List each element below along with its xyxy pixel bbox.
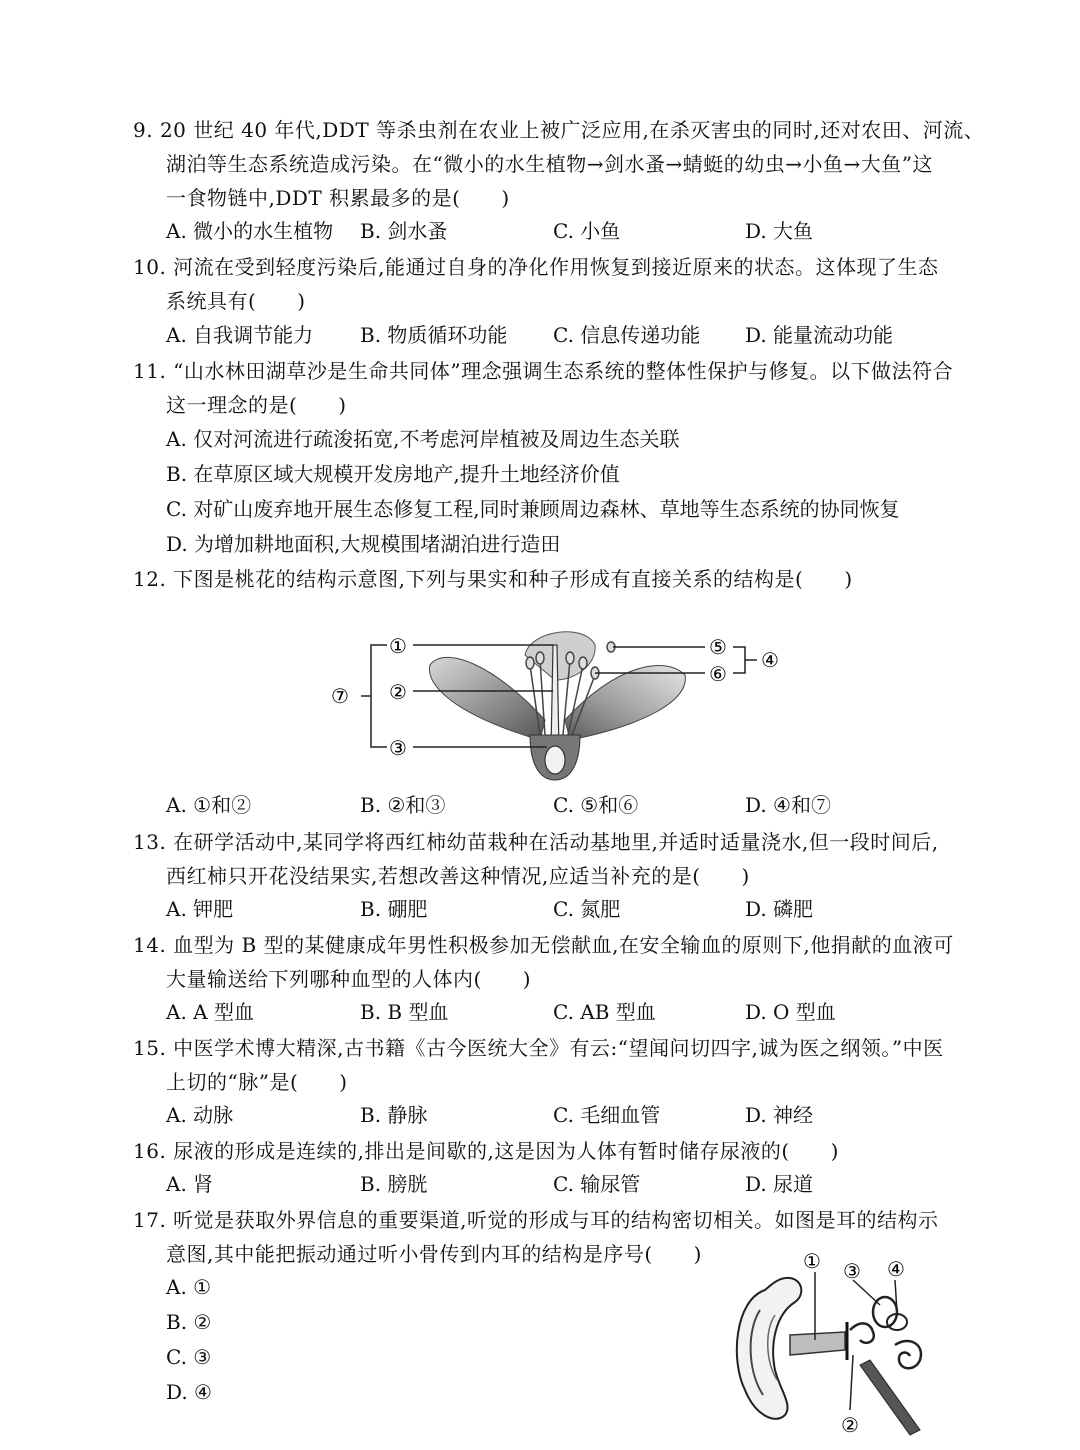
q10-option-c: C. 信息传递功能	[553, 323, 701, 347]
label-2: ②	[389, 680, 407, 704]
label-6: ⑥	[709, 662, 727, 686]
q15-option-a: A. 动脉	[166, 1103, 234, 1127]
q15-line-2: 上切的“脉”是( )	[166, 1070, 348, 1094]
label-1: ①	[389, 634, 407, 658]
ear-canal	[790, 1332, 845, 1355]
q17-option-a: A. ①	[166, 1275, 212, 1299]
q11-option-b: B. 在草原区域大规模开发房地产,提升土地经济价值	[166, 462, 620, 486]
q9-option-a: A. 微小的水生植物	[166, 219, 334, 243]
q14-option-b: B. B 型血	[360, 1000, 449, 1024]
q13-line-1: 13. 在研学活动中,某同学将西红柿幼苗栽种在活动基地里,并适时适量浇水,但一段时间后,	[133, 830, 939, 854]
q17-option-d: D. ④	[166, 1380, 212, 1404]
q16-option-b: B. 膀胱	[360, 1172, 428, 1196]
q9-line-1: 9. 20 世纪 40 年代,DDT 等杀虫剂在农业上被广泛应用,在杀灭害虫的同时,还对农田、河流、	[133, 118, 985, 142]
q17-option-c: C. ③	[166, 1345, 212, 1369]
q12-option-b: B. ②和③	[360, 793, 446, 817]
q12-option-a: A. ①和②	[166, 793, 252, 817]
q15-option-d: D. 神经	[745, 1103, 814, 1127]
q15-line-1: 15. 中医学术博大精深,古书籍《古今医统大全》有云:“望闻问切四字,诚为医之纲领。”中医	[133, 1036, 944, 1060]
q13-option-d: D. 磷肥	[745, 897, 814, 921]
eustachian-tube	[860, 1360, 920, 1435]
q17-line-1: 17. 听觉是获取外界信息的重要渠道,听觉的形成与耳的结构密切相关。如图是耳的结构示	[133, 1208, 939, 1232]
q12-option-c: C. ⑤和⑥	[553, 793, 639, 817]
ear-label-3: ③	[843, 1259, 861, 1283]
q14-option-c: C. AB 型血	[553, 1000, 656, 1024]
q10-line-2: 系统具有( )	[166, 289, 306, 313]
q11-option-d: D. 为增加耕地面积,大规模围堵湖泊进行造田	[166, 532, 561, 556]
label-7: ⑦	[331, 684, 349, 708]
q10-option-a: A. 自我调节能力	[166, 323, 314, 347]
q12-line-1: 12. 下图是桃花的结构示意图,下列与果实和种子形成有直接关系的结构是( )	[133, 567, 853, 591]
q17-line-2: 意图,其中能把振动通过听小骨传到内耳的结构是序号( )	[166, 1242, 702, 1266]
ear-label-4: ④	[887, 1257, 905, 1281]
left-petal	[429, 657, 545, 740]
q9-option-d: D. 大鱼	[745, 219, 814, 243]
q9-line-3: 一食物链中,DDT 积累最多的是( )	[166, 186, 510, 210]
q11-option-c: C. 对矿山废弃地开展生态修复工程,同时兼顾周边森林、草地等生态系统的协同恢复	[166, 497, 900, 521]
q9-line-2: 湖泊等生态系统造成污染。在“微小的水生植物→剑水蚤→蜻蜓的幼虫→小鱼→大鱼”这	[166, 152, 933, 176]
q11-option-a: A. 仅对河流进行疏浚拓宽,不考虑河岸植被及周边生态关联	[166, 427, 680, 451]
q10-option-b: B. 物质循环功能	[360, 323, 508, 347]
ear-structure-diagram	[735, 1250, 935, 1440]
q15-option-c: C. 毛细血管	[553, 1103, 661, 1127]
q14-line-2: 大量输送给下列哪种血型的人体内( )	[166, 967, 532, 991]
peach-flower-diagram	[325, 625, 795, 785]
ovary	[545, 746, 565, 774]
label-4: ④	[761, 648, 779, 672]
q12-option-d: D. ④和⑦	[745, 793, 831, 817]
q15-option-b: B. 静脉	[360, 1103, 428, 1127]
q11-line-1: 11. “山水林田湖草沙是生命共同体”理念强调生态系统的整体性保护与修复。以下做法符合	[133, 359, 954, 383]
ear-label-1: ①	[803, 1250, 821, 1273]
q9-option-b: B. 剑水蚤	[360, 219, 448, 243]
q16-option-a: A. 肾	[166, 1172, 214, 1196]
q14-line-1: 14. 血型为 B 型的某健康成年男性积极参加无偿献血,在安全输血的原则下,他捐献的血液可	[133, 933, 954, 957]
q13-option-a: A. 钾肥	[166, 897, 234, 921]
q13-option-b: B. 硼肥	[360, 897, 428, 921]
cochlea	[895, 1341, 921, 1368]
q16-option-c: C. 输尿管	[553, 1172, 641, 1196]
ossicles	[850, 1323, 874, 1342]
q16-option-d: D. 尿道	[745, 1172, 814, 1196]
q9-option-c: C. 小鱼	[553, 219, 621, 243]
pistil	[551, 645, 559, 750]
q17-option-b: B. ②	[166, 1310, 212, 1334]
ear-label-2: ②	[841, 1413, 859, 1437]
q10-option-d: D. 能量流动功能	[745, 323, 894, 347]
q14-option-a: A. A 型血	[166, 1000, 254, 1024]
q10-line-1: 10. 河流在受到轻度污染后,能通过自身的净化作用恢复到接近原来的状态。这体现了生态	[133, 255, 939, 279]
q11-line-2: 这一理念的是( )	[166, 393, 347, 417]
label-5: ⑤	[709, 635, 727, 659]
q16-line-1: 16. 尿液的形成是连续的,排出是间歇的,这是因为人体有暂时储存尿液的( )	[133, 1139, 839, 1163]
label-3: ③	[389, 736, 407, 760]
q13-option-c: C. 氮肥	[553, 897, 621, 921]
q14-option-d: D. O 型血	[745, 1000, 836, 1024]
q13-line-2: 西红柿只开花没结果实,若想改善这种情况,应适当补充的是( )	[166, 864, 750, 888]
right-petal	[565, 665, 685, 740]
